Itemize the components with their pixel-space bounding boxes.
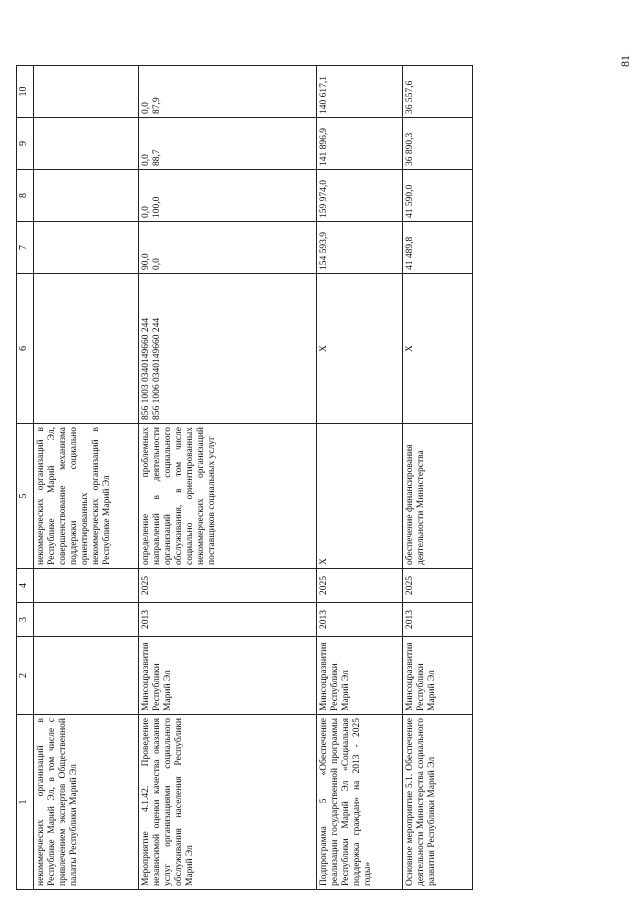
cell-y2024: 41 590,0 [403,170,473,222]
col-header-5: 5 [17,424,34,569]
cell-name: некоммерческих организаций в Республике Марий Эл, в том числе с привлечением экспертов Общественной палаты Республики Марий Эл [34,715,139,890]
value-line: 90,0 [141,253,151,270]
value-line: 100,0 [152,196,162,218]
cell-y2025 [34,118,139,170]
table-row [403,66,473,890]
table-container [16,20,616,890]
value-line: 88,7 [152,149,162,166]
col-header-3: 3 [17,603,34,637]
header-row [17,66,34,890]
value-line: 0,0 [141,206,151,218]
cell-executor: Минсоцразвития Республики Марий Эл [139,637,317,715]
cell-y2024 [139,170,317,222]
col-header-10: 10 [17,66,34,118]
cell-name: Основное мероприятие 5.1. Обеспечение деятельности Министерства социального развития Республики Марий Эл [403,715,473,890]
cell-result: обеспечение финансирования деятельности Министерства [403,424,473,569]
value-line: 0,0 [141,154,151,166]
cell-start-year: 2013 [403,603,473,637]
cell-kbk: X [317,274,403,424]
cell-y2024: 159 974,0 [317,170,403,222]
value-line: 0,0 [152,258,162,270]
cell-result: некоммерческих организаций в Республике Марий Эл, совершенствование механизма поддержки социально ориентированных некоммерческих организаций в Республике Марий Эл [34,424,139,569]
value-line: 87,9 [152,97,162,114]
col-header-2: 2 [17,637,34,715]
table-row [34,66,139,890]
col-header-4: 4 [17,569,34,603]
program-table [16,65,473,890]
cell-name: Мероприятие 4.1.42. Проведение независимой оценки качества оказания услуг организациями социального обслуживания населения Республики Марий Эл [139,715,317,890]
cell-y2025: 36 890,3 [403,118,473,170]
table-row [317,66,403,890]
cell-y2026: 140 617,1 [317,66,403,118]
cell-y2026 [34,66,139,118]
cell-y2023: 154 593,9 [317,222,403,274]
col-header-1: 1 [17,715,34,890]
col-header-6: 6 [17,274,34,424]
cell-name: Подпрограмма 5 «Обеспечение реализации государственной программы Республики Марий Эл «Социальная поддержка граждан» на 2013 - 2025 годы» [317,715,403,890]
value-line: 0,0 [141,102,151,114]
cell-y2024 [34,170,139,222]
cell-end-year [34,569,139,603]
cell-y2023 [139,222,317,274]
cell-end-year: 2025 [139,569,317,603]
cell-executor [34,637,139,715]
cell-result: определение проблемных направлений в деятельности организаций социального обслуживания, в том числе социально ориентированных некоммерческих организаций поставщиков социальных услуг [139,424,317,569]
cell-start-year: 2013 [139,603,317,637]
cell-y2025 [139,118,317,170]
cell-executor: Минсоцразвития Республики Марий Эл [403,637,473,715]
cell-executor: Минсоцразвития Республики Марий Эл [317,637,403,715]
cell-kbk: X [403,274,473,424]
kbk-line: 856 1006 0340149660 244 [152,317,162,420]
cell-y2023 [34,222,139,274]
kbk-line: 856 1003 0340149660 244 [141,317,151,420]
cell-kbk [34,274,139,424]
cell-result: X [317,424,403,569]
cell-y2023: 41 489,8 [403,222,473,274]
cell-y2025: 141 896,9 [317,118,403,170]
table-row [139,66,317,890]
cell-end-year: 2025 [403,569,473,603]
cell-y2026 [139,66,317,118]
cell-start-year [34,603,139,637]
cell-y2026: 36 557,6 [403,66,473,118]
col-header-9: 9 [17,118,34,170]
col-header-7: 7 [17,222,34,274]
cell-start-year: 2013 [317,603,403,637]
col-header-8: 8 [17,170,34,222]
cell-end-year: 2025 [317,569,403,603]
cell-kbk [139,274,317,424]
page-number: 81 [618,55,632,67]
